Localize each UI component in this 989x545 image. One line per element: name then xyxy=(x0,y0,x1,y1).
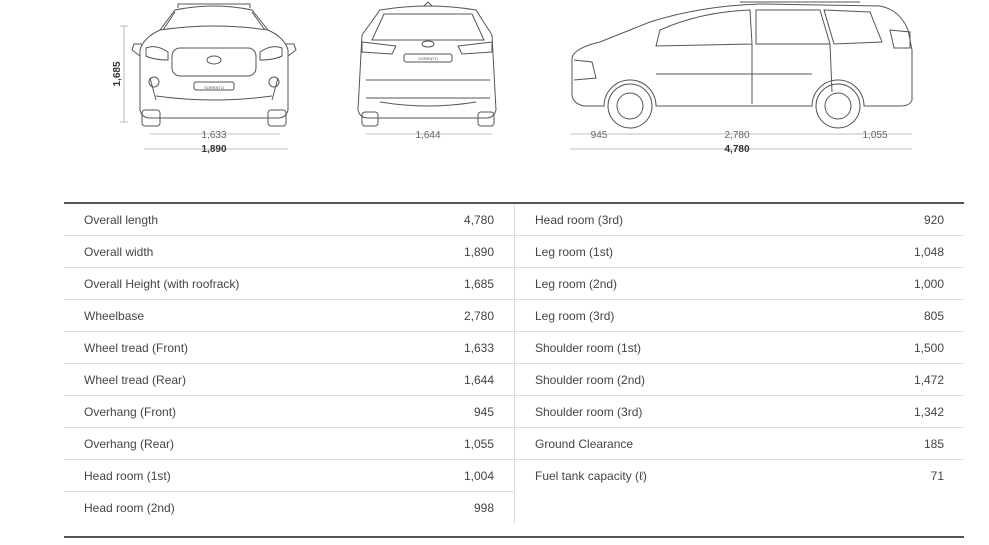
spec-value: 2,780 xyxy=(463,308,494,323)
spec-value: 1,685 xyxy=(463,276,494,291)
spec-label: Wheelbase xyxy=(84,308,145,323)
front-height-label: 1,685 xyxy=(112,61,123,87)
spec-value: 920 xyxy=(923,212,944,227)
specifications-table xyxy=(64,202,964,538)
spec-label: Fuel tank capacity (ℓ) xyxy=(535,469,647,483)
spec-value: 185 xyxy=(923,436,944,451)
side-overhang-rear-label: 1,055 xyxy=(862,130,888,141)
side-view-drawing xyxy=(572,2,912,128)
spec-label: Head room (2nd) xyxy=(84,501,175,515)
spec-value: 1,500 xyxy=(913,340,944,355)
spec-value: 1,000 xyxy=(913,276,944,291)
spec-value: 1,055 xyxy=(463,436,494,451)
spec-value: 998 xyxy=(473,501,494,515)
table-row xyxy=(64,236,514,268)
table-row xyxy=(64,492,514,524)
table-row xyxy=(64,364,514,396)
side-wheelbase-label: 2,780 xyxy=(724,130,750,141)
spec-label: Leg room (1st) xyxy=(535,244,614,259)
spec-label: Overall Height (with roofrack) xyxy=(84,276,240,291)
spec-label: Shoulder room (3rd) xyxy=(535,404,643,419)
spec-value: 1,472 xyxy=(913,372,944,387)
spec-value: 1,342 xyxy=(913,404,944,419)
spec-label: Overall width xyxy=(84,244,154,259)
spec-value: 945 xyxy=(473,404,494,419)
table-row xyxy=(515,204,964,236)
rear-view-drawing xyxy=(358,2,496,126)
table-row xyxy=(515,396,964,428)
spec-label: Shoulder room (1st) xyxy=(535,340,642,355)
spec-value: 1,890 xyxy=(463,244,494,259)
specs-right-column xyxy=(515,204,964,492)
front-tread-label: 1,633 xyxy=(201,130,227,141)
side-length-label: 4,780 xyxy=(724,144,750,155)
spec-value: 1,644 xyxy=(463,372,494,387)
table-row xyxy=(515,300,964,332)
spec-label: Wheel tread (Rear) xyxy=(84,372,187,387)
spec-label: Shoulder room (2nd) xyxy=(535,372,646,387)
spec-label: Overhang (Rear) xyxy=(84,436,175,451)
table-row xyxy=(515,332,964,364)
spec-label: Leg room (3rd) xyxy=(535,308,615,323)
table-row xyxy=(64,300,514,332)
dimension-drawings xyxy=(0,0,989,190)
table-row xyxy=(64,428,514,460)
table-row xyxy=(64,396,514,428)
spec-label: Leg room (2nd) xyxy=(535,276,618,291)
side-overhang-front-label: 945 xyxy=(590,130,608,141)
rear-tread-label: 1,644 xyxy=(415,130,441,141)
table-row xyxy=(64,460,514,492)
table-row xyxy=(515,428,964,460)
spec-label: Overall length xyxy=(84,212,159,227)
spec-label: Head room (1st) xyxy=(84,468,171,483)
spec-value: 71 xyxy=(930,469,944,483)
spec-label: Wheel tread (Front) xyxy=(84,340,189,355)
spec-label: Ground Clearance xyxy=(535,436,634,451)
table-row xyxy=(64,268,514,300)
table-row xyxy=(64,332,514,364)
table-row xyxy=(64,204,514,236)
table-row xyxy=(515,364,964,396)
table-row xyxy=(515,268,964,300)
front-badge-text: SORENTO xyxy=(204,85,224,90)
rear-badge-text: SORENTO xyxy=(418,56,438,61)
vehicle-dimension-diagrams xyxy=(0,0,989,190)
spec-value: 1,048 xyxy=(913,244,944,259)
spec-value: 1,004 xyxy=(463,468,494,483)
spec-value: 1,633 xyxy=(463,340,494,355)
spec-value: 805 xyxy=(923,308,944,323)
front-view-drawing xyxy=(132,4,296,126)
spec-value: 4,780 xyxy=(463,212,494,227)
front-width-label: 1,890 xyxy=(201,144,227,155)
spec-label: Overhang (Front) xyxy=(84,404,177,419)
spec-label: Head room (3rd) xyxy=(535,212,624,227)
specs-left-column xyxy=(64,204,515,524)
table-row xyxy=(515,460,964,492)
table-row xyxy=(515,236,964,268)
